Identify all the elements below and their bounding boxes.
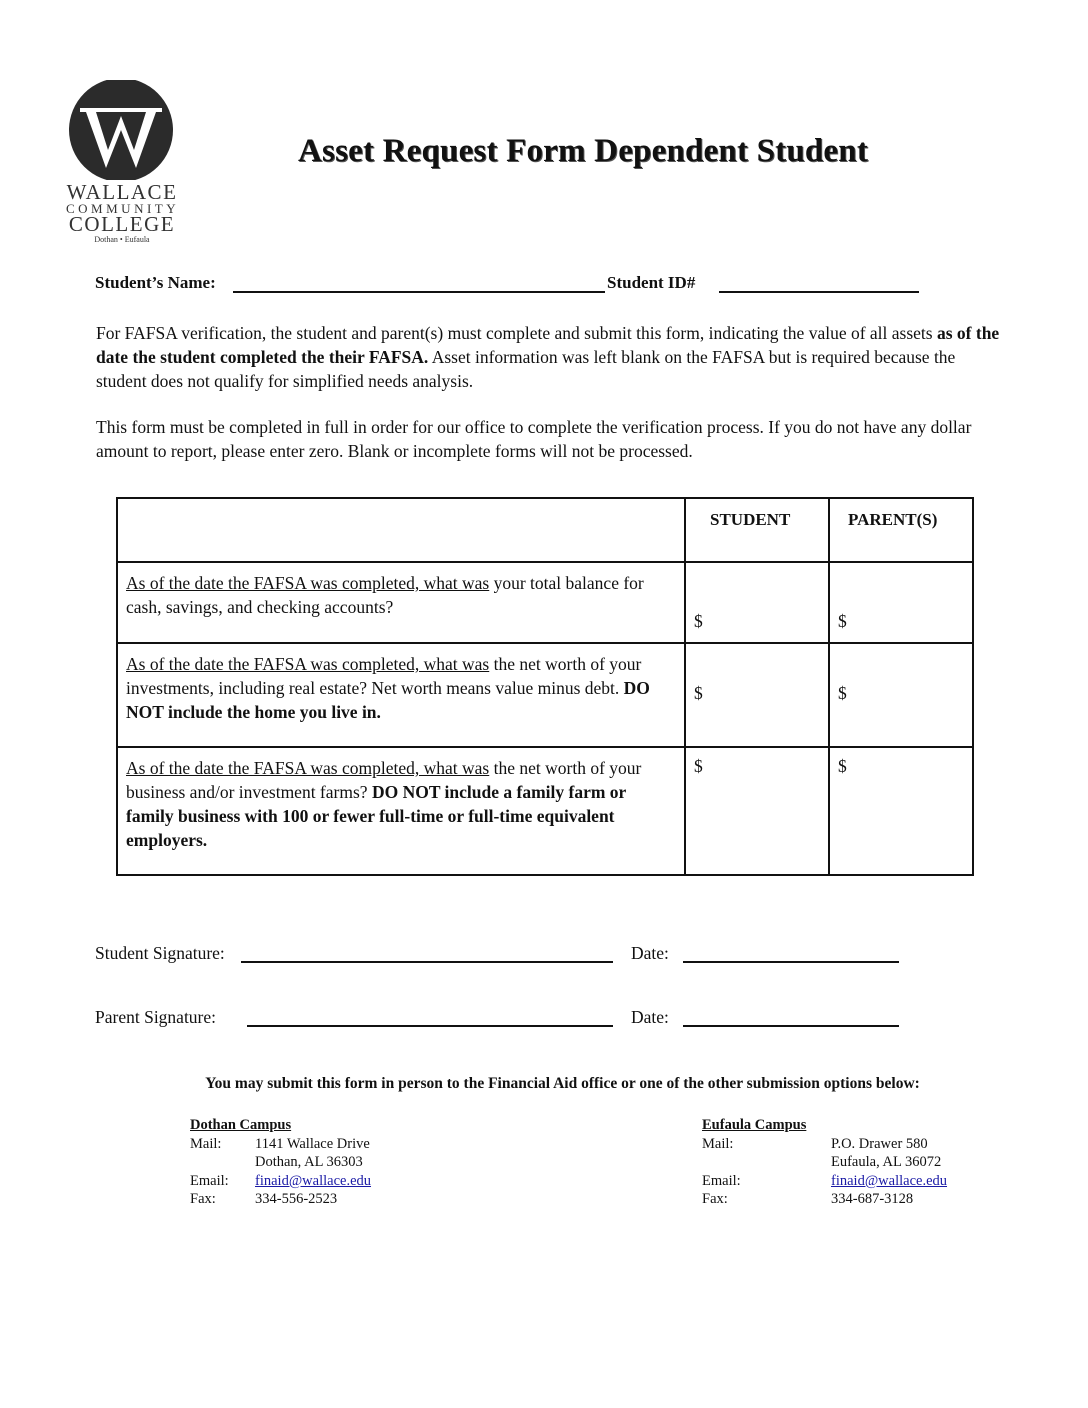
parent-business-amount[interactable]: $ [838,756,847,776]
wallace-w-emblem-icon [66,80,178,180]
intro-text-1: For FAFSA verification, the student and parent(s) must complete and submit this form, indicating the value of all assets [96,323,937,343]
question-cash-balance [126,571,666,619]
student-id-field[interactable] [719,291,919,293]
logo-word-college: COLLEGE [68,212,176,236]
table-divider [828,497,830,876]
eufaula-campus-info [702,1116,992,1209]
table-divider [684,497,686,876]
table-divider [116,561,974,563]
mail-label: Mail: [702,1135,734,1152]
student-name-label: Student’s Name: [95,273,216,292]
student-column-header: STUDENT [710,510,791,529]
intro-paragraph [96,321,1001,393]
fax-label: Fax: [702,1191,728,1207]
question-lead: As of the date the FAFSA was completed, what was [126,758,490,778]
question-text: the net worth of your business and/or investment farms? [126,758,642,802]
campus-name: Dothan Campus [190,1117,292,1133]
student-name-field[interactable] [233,291,605,293]
parent-signature-label: Parent Signature: [95,1007,217,1027]
email-link[interactable]: finaid@wallace.edu [255,1172,372,1189]
page-title: Asset Request Form Dependent Student [298,133,869,169]
email-label: Email: [702,1172,741,1189]
fax-number: 334-556-2523 [255,1191,338,1207]
instructions-paragraph: This form must be completed in full in order for our office to complete the verification process. If you do not have any dollar amount to report, please enter zero. Blank or incomplete forms will not be processed. [96,417,972,461]
question-text: the net worth of your investments, including real estate? Net worth means value minus debt. [126,654,642,698]
college-logo [66,80,180,244]
logo-word-community: COMMUNITY [66,201,180,216]
logo-word-wallace: WALLACE [66,180,178,204]
dothan-campus-info [190,1116,450,1209]
table-divider [116,642,974,644]
mail-address-line1: 1141 Wallace Drive [255,1135,370,1152]
table-divider [116,746,974,748]
fax-label: Fax: [190,1191,216,1207]
intro-text-2: Asset information was left blank on the FAFSA but is required because the student does not qualify for simplified needs analysis. [96,347,956,391]
student-cash-amount[interactable]: $ [694,611,703,631]
mail-label: Mail: [190,1135,222,1152]
question-business-farms [126,756,656,852]
question-investments [126,652,666,724]
parent-date-label: Date: [631,1007,669,1027]
campus-name: Eufaula Campus [702,1117,807,1133]
student-business-amount[interactable]: $ [694,756,703,776]
student-signature-label: Student Signature: [95,943,225,963]
email-label: Email: [190,1172,229,1189]
mail-address-line1: P.O. Drawer 580 [831,1135,928,1152]
submission-note: You may submit this form in person to the Financial Aid office or one of the other submission options below: [205,1075,920,1092]
email-link[interactable]: finaid@wallace.edu [831,1172,948,1189]
parent-cash-amount[interactable]: $ [838,611,847,631]
question-warning: DO NOT include the home you live in. [126,678,650,722]
student-investments-amount[interactable]: $ [694,683,703,703]
intro-text-bold: as of the date the student completed the their FAFSA. [96,323,1000,367]
student-date-field[interactable] [683,961,899,963]
question-lead: As of the date the FAFSA was completed, what was [126,654,490,674]
parents-column-header: PARENT(S) [848,510,938,529]
logo-campuses: Dothan • Eufaula [94,235,150,244]
question-warning: DO NOT include a family farm or family business with 100 or fewer full-time or full-time equivalent employers. [126,782,627,850]
question-text: your total balance for cash, savings, and checking accounts? [126,573,644,617]
mail-address-line2: Dothan, AL 36303 [255,1154,363,1170]
mail-address-line2: Eufaula, AL 36072 [831,1154,942,1170]
student-id-label: Student ID# [607,273,696,292]
question-lead: As of the date the FAFSA was completed, what was [126,573,490,593]
parent-date-field[interactable] [683,1025,899,1027]
student-date-label: Date: [631,943,669,963]
parent-investments-amount[interactable]: $ [838,683,847,703]
fax-number: 334-687-3128 [831,1191,914,1207]
parent-signature-field[interactable] [247,1025,613,1027]
student-signature-field[interactable] [241,961,613,963]
asset-table [116,497,974,876]
